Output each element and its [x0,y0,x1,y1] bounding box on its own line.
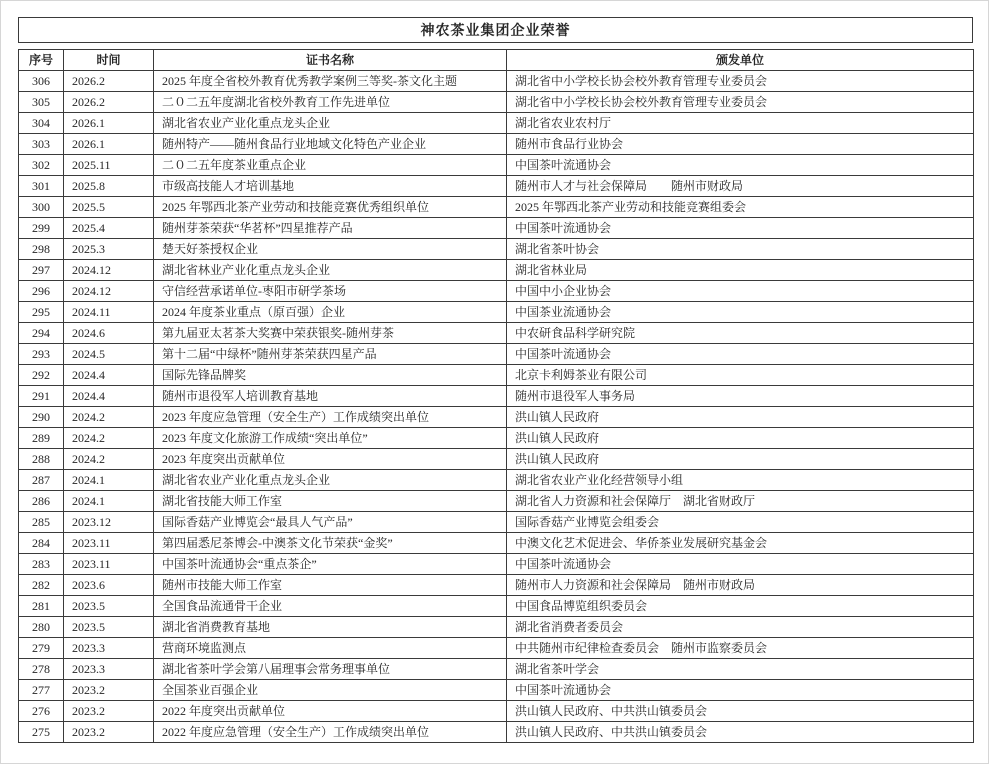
row-number-cell: 299 [19,218,64,239]
row-number-cell: 297 [19,260,64,281]
table-row [19,491,974,512]
row-number-cell: 289 [19,428,64,449]
row-certificate-cell: 2022 年度应急管理（安全生产）工作成绩突出单位 [154,722,507,743]
row-issuer-cell: 中国茶叶流通协会 [507,554,974,575]
table-row [19,722,974,743]
row-number-cell: 279 [19,638,64,659]
table-row [19,596,974,617]
row-time-cell: 2023.5 [64,617,154,638]
row-time-cell: 2024.2 [64,428,154,449]
row-issuer-cell: 湖北省茶叶协会 [507,239,974,260]
row-time-cell: 2023.2 [64,680,154,701]
row-issuer-cell: 中国茶叶流通协会 [507,155,974,176]
row-certificate-cell: 湖北省技能大师工作室 [154,491,507,512]
row-certificate-cell: 第四届悉尼茶博会-中澳茶文化节荣获“金奖” [154,533,507,554]
row-time-cell: 2024.12 [64,281,154,302]
row-certificate-cell: 市级高技能人才培训基地 [154,176,507,197]
row-issuer-cell: 随州市人才与社会保障局 随州市财政局 [507,176,974,197]
row-certificate-cell: 全国茶业百强企业 [154,680,507,701]
row-number-cell: 281 [19,596,64,617]
row-number-cell: 292 [19,365,64,386]
table-row [19,365,974,386]
row-number-cell: 293 [19,344,64,365]
table-row [19,113,974,134]
column-header-time: 时间 [64,50,154,71]
row-number-cell: 295 [19,302,64,323]
row-time-cell: 2024.11 [64,302,154,323]
row-number-cell: 278 [19,659,64,680]
row-issuer-cell: 洪山镇人民政府、中共洪山镇委员会 [507,722,974,743]
row-number-cell: 304 [19,113,64,134]
row-certificate-cell: 营商环境监测点 [154,638,507,659]
row-time-cell: 2023.11 [64,554,154,575]
row-certificate-cell: 湖北省农业产业化重点龙头企业 [154,470,507,491]
row-issuer-cell: 中国茶叶流通协会 [507,680,974,701]
row-certificate-cell: 随州芽茶荣获“华茗杯”四星推荐产品 [154,218,507,239]
row-time-cell: 2024.2 [64,407,154,428]
row-time-cell: 2024.1 [64,470,154,491]
row-time-cell: 2023.12 [64,512,154,533]
row-time-cell: 2024.5 [64,344,154,365]
page-title: 神农茶业集团企业荣誉 [420,24,571,39]
row-number-cell: 290 [19,407,64,428]
row-time-cell: 2025.11 [64,155,154,176]
row-certificate-cell: 湖北省消费教育基地 [154,617,507,638]
table-row [19,197,974,218]
row-number-cell: 277 [19,680,64,701]
row-issuer-cell: 中国中小企业协会 [507,281,974,302]
row-issuer-cell: 湖北省消费者委员会 [507,617,974,638]
table-row [19,575,974,596]
row-number-cell: 296 [19,281,64,302]
table-row [19,92,974,113]
table-row [19,260,974,281]
row-issuer-cell: 中农研食品科学研究院 [507,323,974,344]
header-row [19,50,974,71]
table-row [19,134,974,155]
row-issuer-cell: 国际香菇产业博览会组委会 [507,512,974,533]
table-row [19,617,974,638]
document-title-box [18,17,973,43]
row-issuer-cell: 中澳文化艺术促进会、华侨茶业发展研究基金会 [507,533,974,554]
table-row [19,659,974,680]
row-certificate-cell: 2025 年鄂西北茶产业劳动和技能竞赛优秀组织单位 [154,197,507,218]
table-row [19,470,974,491]
row-time-cell: 2023.3 [64,659,154,680]
table-row [19,449,974,470]
row-certificate-cell: 2023 年度文化旅游工作成绩“突出单位” [154,428,507,449]
row-number-cell: 286 [19,491,64,512]
table-row [19,281,974,302]
table-row [19,176,974,197]
table-row [19,386,974,407]
row-time-cell: 2023.3 [64,638,154,659]
row-time-cell: 2023.6 [64,575,154,596]
row-issuer-cell: 湖北省林业局 [507,260,974,281]
table-row [19,71,974,92]
row-number-cell: 291 [19,386,64,407]
table-row [19,680,974,701]
row-issuer-cell: 洪山镇人民政府 [507,428,974,449]
row-certificate-cell: 国际香菇产业博览会“最具人气产品” [154,512,507,533]
table-row [19,701,974,722]
row-time-cell: 2024.6 [64,323,154,344]
row-number-cell: 303 [19,134,64,155]
row-issuer-cell: 中国茶叶流通协会 [507,344,974,365]
row-number-cell: 288 [19,449,64,470]
row-issuer-cell: 中共随州市纪律检查委员会 随州市监察委员会 [507,638,974,659]
row-certificate-cell: 湖北省茶叶学会第八届理事会常务理事单位 [154,659,507,680]
row-time-cell: 2023.5 [64,596,154,617]
row-time-cell: 2024.4 [64,365,154,386]
row-time-cell: 2023.11 [64,533,154,554]
row-number-cell: 298 [19,239,64,260]
row-issuer-cell: 2025 年鄂西北茶产业劳动和技能竞赛组委会 [507,197,974,218]
row-issuer-cell: 中国食品博览组织委员会 [507,596,974,617]
row-certificate-cell: 国际先锋品牌奖 [154,365,507,386]
row-issuer-cell: 随州市人力资源和社会保障局 随州市财政局 [507,575,974,596]
row-issuer-cell: 北京卡利姆茶业有限公司 [507,365,974,386]
row-time-cell: 2025.3 [64,239,154,260]
row-time-cell: 2025.5 [64,197,154,218]
row-time-cell: 2026.1 [64,134,154,155]
row-number-cell: 305 [19,92,64,113]
row-number-cell: 276 [19,701,64,722]
row-number-cell: 301 [19,176,64,197]
table-row [19,155,974,176]
row-time-cell: 2025.4 [64,218,154,239]
row-issuer-cell: 湖北省人力资源和社会保障厅 湖北省财政厅 [507,491,974,512]
table-row [19,302,974,323]
row-certificate-cell: 2023 年度突出贡献单位 [154,449,507,470]
table-row [19,638,974,659]
row-issuer-cell: 湖北省茶叶学会 [507,659,974,680]
row-issuer-cell: 洪山镇人民政府 [507,407,974,428]
row-issuer-cell: 随州市食品行业协会 [507,134,974,155]
row-issuer-cell: 中国茶叶流通协会 [507,218,974,239]
honors-table-header [19,50,974,71]
table-row [19,323,974,344]
row-number-cell: 287 [19,470,64,491]
row-number-cell: 285 [19,512,64,533]
row-time-cell: 2026.2 [64,92,154,113]
row-certificate-cell: 湖北省林业产业化重点龙头企业 [154,260,507,281]
row-certificate-cell: 湖北省农业产业化重点龙头企业 [154,113,507,134]
row-number-cell: 275 [19,722,64,743]
row-issuer-cell: 洪山镇人民政府 [507,449,974,470]
row-issuer-cell: 湖北省农业产业化经营领导小组 [507,470,974,491]
row-certificate-cell: 楚天好茶授权企业 [154,239,507,260]
row-issuer-cell: 湖北省农业农村厅 [507,113,974,134]
row-certificate-cell: 2024 年度茶业重点（原百强）企业 [154,302,507,323]
row-number-cell: 284 [19,533,64,554]
column-header-certificate: 证书名称 [154,50,507,71]
row-time-cell: 2026.2 [64,71,154,92]
table-row [19,533,974,554]
row-time-cell: 2024.12 [64,260,154,281]
row-time-cell: 2023.2 [64,722,154,743]
column-header-issuer: 颁发单位 [507,50,974,71]
row-issuer-cell: 洪山镇人民政府、中共洪山镇委员会 [507,701,974,722]
row-certificate-cell: 随州市退役军人培训教育基地 [154,386,507,407]
table-row [19,407,974,428]
row-certificate-cell: 随州特产——随州食品行业地域文化特色产业企业 [154,134,507,155]
row-number-cell: 294 [19,323,64,344]
row-number-cell: 302 [19,155,64,176]
table-row [19,218,974,239]
row-number-cell: 280 [19,617,64,638]
row-certificate-cell: 2022 年度突出贡献单位 [154,701,507,722]
row-number-cell: 282 [19,575,64,596]
row-time-cell: 2025.8 [64,176,154,197]
row-certificate-cell: 守信经营承诺单位-枣阳市研学茶场 [154,281,507,302]
honors-table [18,49,974,743]
row-issuer-cell: 湖北省中小学校长协会校外教育管理专业委员会 [507,92,974,113]
row-time-cell: 2023.2 [64,701,154,722]
honors-table-body [19,71,974,743]
row-certificate-cell: 第九届亚太茗茶大奖赛中荣获银奖-随州芽茶 [154,323,507,344]
row-time-cell: 2026.1 [64,113,154,134]
column-header-no: 序号 [19,50,64,71]
row-time-cell: 2024.2 [64,449,154,470]
row-certificate-cell: 2023 年度应急管理（安全生产）工作成绩突出单位 [154,407,507,428]
row-certificate-cell: 全国食品流通骨干企业 [154,596,507,617]
row-certificate-cell: 2025 年度全省校外教育优秀教学案例三等奖-茶文化主题 [154,71,507,92]
row-number-cell: 306 [19,71,64,92]
row-issuer-cell: 中国茶业流通协会 [507,302,974,323]
row-certificate-cell: 第十二届“中绿杯”随州芽茶荣获四星产品 [154,344,507,365]
table-row [19,554,974,575]
table-row [19,239,974,260]
row-certificate-cell: 二０二五年度湖北省校外教育工作先进单位 [154,92,507,113]
table-row [19,344,974,365]
row-number-cell: 300 [19,197,64,218]
row-issuer-cell: 随州市退役军人事务局 [507,386,974,407]
table-row [19,512,974,533]
row-time-cell: 2024.4 [64,386,154,407]
row-certificate-cell: 随州市技能大师工作室 [154,575,507,596]
row-certificate-cell: 二０二五年度茶业重点企业 [154,155,507,176]
table-row [19,428,974,449]
row-issuer-cell: 湖北省中小学校长协会校外教育管理专业委员会 [507,71,974,92]
row-time-cell: 2024.1 [64,491,154,512]
row-number-cell: 283 [19,554,64,575]
row-certificate-cell: 中国茶叶流通协会“重点茶企” [154,554,507,575]
